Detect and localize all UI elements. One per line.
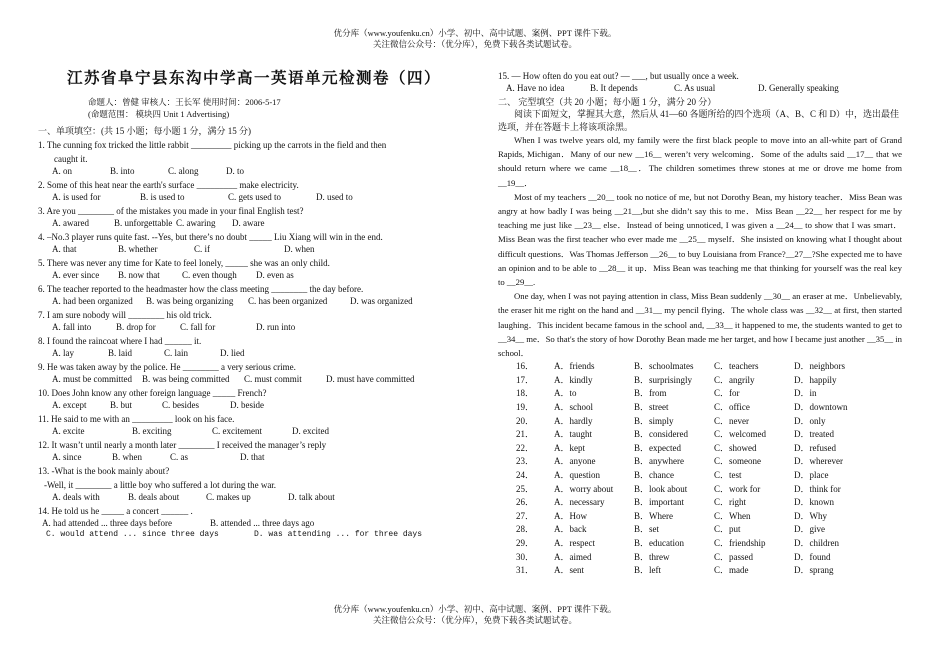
section2-heading: 二、 完型填空（共 20 小题；每小题 1 分，满分 20 分） (498, 97, 717, 107)
answer-row (498, 496, 902, 510)
answer-number: 17． (516, 374, 535, 385)
option-b: B．from (634, 388, 667, 399)
option-c: C．showed (714, 442, 757, 453)
option-c: C. even though (182, 270, 237, 280)
option-a: A．How (554, 510, 587, 521)
option-b: B．surprisingly (634, 374, 693, 385)
option-b: B. attended ... three days ago (210, 518, 315, 528)
option-c: C．for (714, 388, 740, 399)
option-b: B. It depends (590, 83, 638, 93)
option-b: B．Where (634, 510, 673, 521)
question-stem: 7. I am sure nobody will ________ his old trick. (38, 310, 212, 320)
answer-row (498, 469, 902, 483)
answer-number: 27． (516, 510, 535, 521)
question-stem: 12. It wasn’t until nearly a month later ________ I received the manager’s reply (38, 440, 327, 450)
option-a: A. that (52, 244, 77, 254)
question-stem: 8. I found the raincoat where I had ______ it. (38, 336, 202, 346)
answer-row (498, 401, 902, 415)
option-c: C. excitement (212, 426, 262, 436)
option-d: D．wherever (794, 456, 843, 467)
option-c: C. besides (162, 400, 199, 410)
option-a: A．taught (554, 429, 592, 440)
option-c: C. As usual (674, 83, 716, 93)
answer-row (498, 442, 902, 456)
answer-row (498, 551, 902, 565)
option-a: A．necessary (554, 497, 605, 508)
answer-row (498, 428, 902, 442)
option-b: B. was being organizing (146, 296, 234, 306)
question-5 (38, 257, 470, 281)
option-d: D. that (240, 452, 265, 462)
option-d: D．children (794, 537, 839, 548)
answer-number: 23． (516, 456, 535, 467)
answer-number: 30． (516, 551, 535, 562)
option-b: B．important (634, 497, 684, 508)
answer-number: 20． (516, 415, 535, 426)
banner-line-2: 关注微信公众号：（优分库），免费下载各类试题试卷。 (372, 615, 577, 625)
exam-title: 江苏省阜宁县东沟中学高一英语单元检测卷（四） (66, 70, 441, 87)
answer-row (498, 387, 902, 401)
question-2 (38, 179, 470, 203)
option-d: D. used to (316, 192, 353, 202)
option-a: A. except (52, 400, 87, 410)
option-a: A．respect (554, 537, 595, 548)
question-13 (38, 465, 470, 503)
exam-meta-authors: 命题人：曾健 审核人：王长军 使用时间：2006-5-17 (88, 97, 281, 107)
option-a: A．question (554, 470, 600, 480)
question-3 (38, 205, 470, 229)
question-stem: 4. –No.3 player runs quite fast. --Yes, but there’s no doubt _____ Liu Xiang will win in the end. (38, 232, 383, 242)
exam-meta-scope: (命题范围： 模块四 Unit 1 Advertising) (88, 109, 230, 119)
option-a: A. on (52, 166, 72, 176)
option-d: D. even as (256, 270, 294, 280)
option-a: A. deals with (52, 492, 100, 502)
question-stem: 3. Are you ________ of the mistakes you made in your final English test? (38, 206, 304, 216)
banner-line-1: 优分库（www.youfenku.cn）小学、初中、高中试题、案例、PPT 课件下载。 (333, 28, 617, 38)
answer-row (498, 374, 902, 388)
option-b: B．expected (634, 442, 681, 453)
cloze-answer-list (498, 360, 902, 578)
answer-number: 25． (516, 483, 535, 494)
answer-number: 22． (516, 442, 535, 453)
question-options (38, 491, 470, 503)
banner-line-2: 关注微信公众号：（优分库），免费下载各类试题试卷。 (372, 39, 577, 49)
question-10 (38, 387, 470, 411)
question-9 (38, 361, 470, 385)
option-d: D. when (284, 244, 315, 254)
option-b: B．simply (634, 415, 674, 426)
question-options (38, 373, 470, 385)
option-d: D. was organized (350, 296, 413, 306)
option-a: A. Have no idea (506, 83, 565, 93)
question-options (38, 269, 470, 281)
option-a: A．kept (554, 442, 585, 453)
question-options (38, 425, 470, 437)
answer-row (498, 564, 902, 578)
option-c: C．put (714, 524, 741, 535)
option-d: D．place (794, 470, 829, 480)
option-a: A. fall into (52, 322, 92, 332)
banner-line-1: 优分库（www.youfenku.cn）小学、初中、高中试题、案例、PPT 课件下载。 (333, 604, 617, 614)
option-b: B．education (634, 537, 684, 548)
left-column (38, 70, 470, 541)
option-c: C. makes up (206, 492, 251, 502)
option-b: B．chance (634, 470, 674, 480)
question-7 (38, 309, 470, 333)
question-14 (38, 505, 470, 541)
option-c: C．angrily (714, 374, 755, 385)
question-6 (38, 283, 470, 307)
question-stem: 10. Does John know any other foreign language _____ French? (38, 388, 267, 398)
answer-number: 19． (516, 402, 535, 413)
option-d: D. run into (256, 322, 296, 332)
option-c: C. as (170, 452, 188, 462)
option-b: B. unforgettable (114, 218, 173, 228)
answer-row (498, 523, 902, 537)
option-c: C．office (714, 402, 750, 413)
question-stem: 6. The teacher reported to the headmaster how the class meeting ________ the day before. (38, 284, 364, 294)
option-a: A. ever since (52, 270, 100, 280)
question-continuation: caught it. (54, 154, 88, 164)
option-a: A. had attended ... three days before (42, 518, 172, 528)
question-stem: 15. — How often do you eat out? — ___, but usually once a week. (498, 71, 739, 81)
option-b: B. laid (108, 348, 132, 358)
option-a: A．kindly (554, 374, 593, 385)
option-c: C．never (714, 415, 749, 426)
option-b: B．considered (634, 429, 688, 440)
section1-heading: 一、单项填空：(共 15 小题；每小题 1 分，满分 15 分) (38, 126, 251, 136)
question-options (38, 217, 470, 229)
question-8 (38, 335, 470, 359)
answer-row (498, 510, 902, 524)
question-stem: 9. He was taken away by the police. He ________ a very serious crime. (38, 362, 296, 372)
option-c: C．passed (714, 551, 753, 562)
option-b: B. now that (118, 270, 160, 280)
option-d: D. to (226, 166, 244, 176)
option-c: C．someone (714, 456, 761, 467)
option-c: C．work for (714, 483, 761, 494)
answer-row (498, 455, 902, 469)
answer-number: 31． (516, 565, 535, 576)
question-stem: 14. He told us he _____ a concert ______ . (38, 506, 193, 516)
bottom-banner (0, 604, 950, 626)
option-a: A．aimed (554, 551, 592, 562)
option-d: D．only (794, 415, 826, 426)
section2-instructions: 阅读下面短文，掌握其大意，然后从 41—60 各题所给的四个选项（A、B、C 和 D）中，选出最佳选项，并在答题卡上将该项涂黑。 (498, 109, 900, 132)
question-options (38, 295, 470, 307)
option-a: A．sent (554, 565, 584, 576)
question-options (38, 165, 470, 177)
question-options (38, 243, 470, 255)
option-c: C．welcomed (714, 429, 766, 440)
option-b: B. is used to (140, 192, 185, 202)
option-d: D. beside (230, 400, 264, 410)
question-options (38, 347, 470, 359)
option-b: B. drop for (116, 322, 156, 332)
question-options (38, 451, 470, 463)
question-options (38, 399, 470, 411)
answer-number: 21． (516, 429, 535, 440)
option-b: B．street (634, 402, 669, 413)
option-b: B．look about (634, 483, 688, 494)
option-b: B．threw (634, 551, 670, 562)
option-d: D．known (794, 497, 834, 508)
option-a: A. since (52, 452, 82, 462)
option-c: C. awaring (176, 218, 216, 228)
answer-number: 26． (516, 497, 535, 508)
option-a: A．to (554, 388, 577, 399)
option-d: D．give (794, 524, 825, 535)
option-b: B．set (634, 524, 660, 535)
question-1 (38, 139, 470, 177)
option-a: A. awared (52, 218, 89, 228)
option-d: D．Why (794, 510, 827, 521)
option-d: D．happily (794, 374, 837, 385)
option-b: B. deals about (128, 492, 180, 502)
option-a: A．friends (554, 361, 595, 372)
question-options-2 (38, 529, 470, 541)
option-d: D．treated (794, 429, 834, 440)
option-b: B．left (634, 565, 661, 576)
option-c: C．friendship (714, 537, 766, 548)
option-c: C．When (714, 510, 751, 521)
option-d: D. lied (220, 348, 245, 358)
option-d: D．neighbors (794, 361, 845, 372)
option-b: B．schoolmates (634, 361, 694, 372)
option-d: D. Generally speaking (758, 83, 839, 93)
option-c: C. lain (164, 348, 188, 358)
option-d: D. was attending ... for three days (254, 530, 423, 539)
question-stem: 5. There was never any time for Kate to feel lonely, _____ she was an only child. (38, 258, 330, 268)
right-column (498, 70, 902, 578)
answer-number: 28． (516, 524, 535, 535)
top-banner (0, 28, 950, 50)
option-d: D．found (794, 551, 831, 562)
option-c: C．made (714, 565, 749, 576)
option-d: D. talk about (288, 492, 335, 502)
question-stem: 11. He said to me with an _________ look on his face. (38, 414, 235, 424)
question-stem: 1. The cunning fox tricked the little rabbit _________ picking up the carrots in the field and then (38, 140, 387, 150)
answer-number: 18． (516, 388, 535, 399)
option-c: C．right (714, 497, 747, 508)
option-c: C. if (194, 244, 211, 254)
option-b: B. when (112, 452, 142, 462)
option-a: A．anyone (554, 456, 596, 467)
option-a: A. lay (52, 348, 74, 358)
answer-number: 24． (516, 470, 535, 480)
option-a: A. must be committed (52, 374, 132, 384)
question-options (38, 517, 470, 529)
option-d: D．think for (794, 483, 841, 494)
option-d: D. aware (232, 218, 265, 228)
question-continuation: -Well, it ________ a little boy who suffered a lot during the war. (44, 480, 277, 490)
option-a: A. had been organized (52, 296, 133, 306)
option-c: C．test (714, 470, 742, 480)
option-c: C. would attend ... since three days (46, 530, 219, 539)
option-b: B. into (110, 166, 135, 176)
cloze-paragraph-3: One day, when I was not paying attention in class, Miss Bean suddenly __30__ an eraser at me．Unbelievably, the eraser hit me right on the hand and __31__ my pencil flying．The whole class was __32__ at first, then started laughing．This incident became famous in the school and, __33__ it happened to me, the students wanted to get to __34__ me．So that's the story of how Dorothy Bean made me her target, and how I became just another __35__ in school． (498, 291, 902, 359)
answer-number: 16． (516, 361, 535, 372)
option-d: D. must have committed (326, 374, 415, 384)
option-c: C. along (168, 166, 199, 176)
option-b: B．anywhere (634, 456, 684, 467)
option-c: C. gets used to (228, 192, 281, 202)
answer-row (498, 537, 902, 551)
option-b: B. whether (118, 244, 158, 254)
question-stem: 2. Some of this heat near the earth's surface _________ make electricity. (38, 180, 299, 190)
question-options (498, 82, 902, 94)
answer-row (498, 415, 902, 429)
question-options (38, 321, 470, 333)
option-d: D. excited (292, 426, 329, 436)
answer-number: 29． (516, 537, 535, 548)
option-a: A．school (554, 402, 593, 413)
option-d: D．downtown (794, 402, 848, 413)
option-d: D．refused (794, 442, 836, 453)
question-4 (38, 231, 470, 255)
option-b: B. was being committed (142, 374, 230, 384)
answer-row (498, 360, 902, 374)
option-a: A．worry about (554, 483, 614, 494)
question-11 (38, 413, 470, 437)
question-options (38, 191, 470, 203)
option-c: C. has been organized (248, 296, 328, 306)
option-a: A．hardly (554, 415, 593, 426)
cloze-paragraph-1: When I was twelve years old, my family were the first black people to move into an all-white part of Grand Rapids, Michigan．Many of our new __16__ weren’t very welcoming．Some of the adults said __17__ that we should return where we came __18__．The children sometimes threw stones at me or drove me home from __19__． (498, 135, 902, 188)
option-a: A. is used for (52, 192, 101, 202)
option-c: C. fall for (180, 322, 216, 332)
option-b: B. exciting (132, 426, 172, 436)
option-a: A. excite (52, 426, 85, 436)
question-12 (38, 439, 470, 463)
cloze-paragraph-2: Most of my teachers __20__ took no notice of me, but not Dorothy Bean, my history teacher．Miss Bean was angry at how badly I was being __21__,but she didn’t say this to me．Miss Bean __22__ her respect for me by teaching me just like __23__ else．Instead of being unnoticed, I was given a __24__ to show that I was smart．Miss Bean was the first teacher who ever made me __25__ myself．She insisted on knowing what I thought about difficult questions．Was Thomas Jefferson __26__ to buy Louisiana from France?__27__?She expected me to have an opinion and to be able to __28__ it up．Miss Bean was teaching me that thinking for yourself was the real key to __29__. (498, 191, 902, 288)
option-c: C．teachers (714, 361, 759, 372)
answer-row (498, 483, 902, 497)
option-b: B. but (110, 400, 133, 410)
question-stem: 13. -What is the book mainly about? (38, 466, 170, 476)
option-a: A．back (554, 524, 587, 535)
question-15 (498, 70, 902, 94)
option-d: D．sprang (794, 565, 834, 576)
option-c: C. must commit (244, 374, 302, 384)
option-d: D．in (794, 388, 817, 399)
